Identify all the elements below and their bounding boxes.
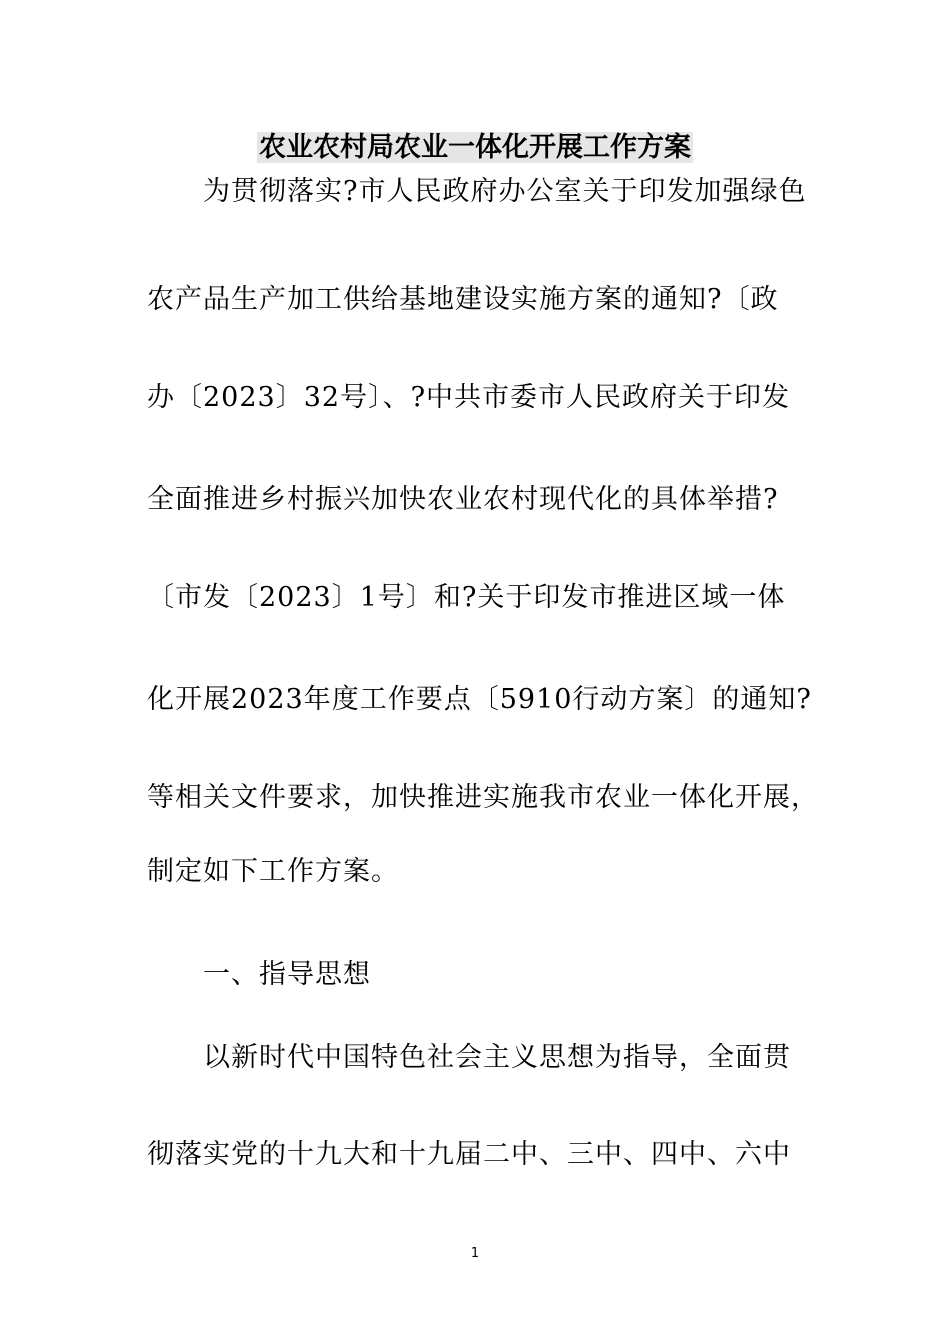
document-title-text: 农业农村局农业一体化开展工作方案 [259, 132, 691, 163]
page-number: 1 [470, 1246, 480, 1261]
paragraph-line: 办〔2023〕32号〕、?中共市委市人民政府关于印发 [147, 382, 791, 413]
paragraph-line: 等相关文件要求，加快推进实施我市农业一体化开展， [147, 782, 819, 813]
paragraph-line: 彻落实党的十九大和十九届二中、三中、四中、六中 [147, 1139, 791, 1170]
paragraph-line: 制定如下工作方案。 [147, 856, 399, 887]
paragraph-line: 以新时代中国特色社会主义思想为指导，全面贯 [203, 1042, 791, 1073]
paragraph-line: 化开展2023年度工作要点〔5910行动方案〕的通知? [147, 684, 812, 715]
paragraph-line: 为贯彻落实?市人民政府办公室关于印发加强绿色 [203, 176, 807, 207]
paragraph-line: 全面推进乡村振兴加快农业农村现代化的具体举措? [147, 484, 779, 515]
paragraph-line: 农产品生产加工供给基地建设实施方案的通知?〔政 [147, 284, 779, 315]
paragraph-line: 〔市发〔2023〕1号〕和?关于印发市推进区域一体 [147, 582, 786, 613]
section-heading: 一、指导思想 [203, 959, 371, 990]
document-title [0, 128, 950, 168]
